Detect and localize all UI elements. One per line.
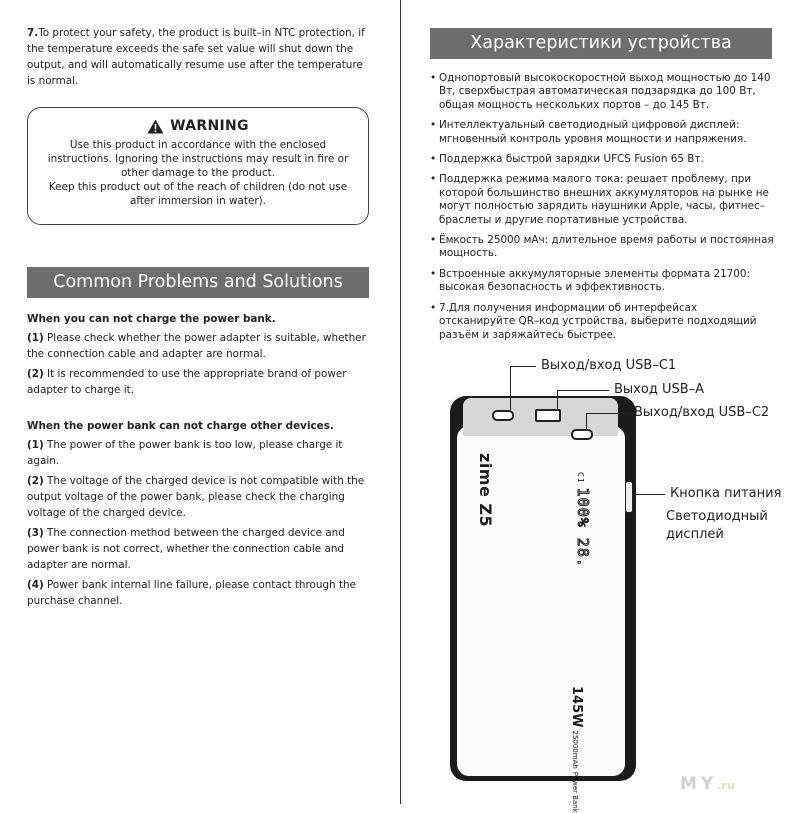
- paragraph-text: To protect your safety, the product is built–in NTC protection, if the temperature exceeds the safe set value will shut down the output, and will automatically resume use after the temperature is normal.: [27, 27, 365, 87]
- page-divider: [400, 0, 401, 804]
- callout-power-button: Кнопка питания: [670, 486, 782, 501]
- item-number: (2): [27, 368, 44, 380]
- problem-heading-1: When you can not charge the power bank.: [27, 313, 276, 325]
- warning-text-2: Keep this product out of the reach of children (do not use after immersion in water).: [48, 181, 348, 207]
- item-number: (2): [27, 475, 44, 487]
- problems-list: [27, 311, 369, 613]
- warning-triangle-icon: [147, 119, 164, 134]
- item-text: The connection method between the charged device and power bank is not correct, whether the connection cable and adapter are normal.: [27, 527, 345, 571]
- item-text: Power bank internal line failure, please contact through the purchase channel.: [27, 579, 356, 607]
- led-readout: 100% 28.: [574, 487, 592, 568]
- feature-item: • Поддержка режима малого тока: решает проблему, при которой большинство внешних аккумуляторов на рынке не могут полностью зарядить наушники Apple, часы, фитнес–браслеты и другие портативные устройства.: [430, 173, 775, 227]
- item-text: It is recommended to use the appropriate brand of power adapter to charge it.: [27, 368, 347, 396]
- watermark-text: MY: [680, 774, 718, 794]
- callout-line-c1: [510, 366, 511, 410]
- callout-led-line2: дисплей: [666, 527, 724, 542]
- watermark-suffix: .ru: [717, 779, 735, 792]
- power-button-icon: [625, 481, 633, 513]
- watermark: [680, 774, 735, 794]
- list-item: [27, 473, 369, 521]
- feature-item: • Однопортовый высокоскоростной выход мощностью до 140 Вт, сверхбыстрая автоматическая подзарядка до 100 Вт, общая мощность нескольких портов – до 145 Вт.: [430, 72, 775, 112]
- warning-label: WARNING: [170, 118, 249, 134]
- section-title-problems: Common Problems and Solutions: [27, 267, 369, 298]
- callout-usb-a: Выход USB–A: [614, 382, 705, 397]
- led-small: C1: [576, 472, 585, 484]
- callout-line-c2: [586, 413, 587, 429]
- callout-usb-c2: Выход/вход USB–C2: [634, 405, 770, 420]
- problem-heading-2: When the power bank can not charge other devices.: [27, 420, 334, 432]
- callout-line-a: [557, 390, 609, 391]
- item-number: (4): [27, 579, 44, 591]
- callout-line-c2: [586, 413, 629, 414]
- usb-a-port-icon: [535, 409, 561, 422]
- item-text: Please check whether the power adapter is suitable, whether the connection cable and adapter are normal.: [27, 332, 366, 360]
- usb-c2-port-icon: [571, 429, 593, 440]
- item-number: (1): [27, 332, 44, 344]
- callout-line-power: [632, 494, 665, 495]
- protection-paragraph: [27, 25, 369, 89]
- features-list: [430, 72, 775, 349]
- feature-item: • Ёмкость 25000 мАч: длительное время работы и постоянная мощность.: [430, 234, 775, 261]
- wattage-label: [569, 686, 584, 813]
- wattage-value: 145W: [569, 686, 584, 728]
- list-item: [27, 437, 369, 469]
- led-display: [574, 472, 592, 568]
- callout-usb-c1: Выход/вход USB–C1: [541, 358, 677, 373]
- list-item: [27, 330, 369, 362]
- capacity-line-2: Power Bank: [571, 771, 579, 813]
- feature-item: • Поддержка быстрой зарядки UFCS Fusion 65 Вт.: [430, 153, 775, 166]
- paragraph-number: 7.: [27, 27, 39, 39]
- list-item: [27, 577, 369, 609]
- callout-line-a: [557, 390, 558, 410]
- brand-logo: zime Z5: [476, 453, 495, 528]
- list-item: [27, 525, 369, 573]
- list-item: [27, 366, 369, 398]
- usb-c1-port-icon: [492, 410, 514, 421]
- warning-box: [27, 107, 369, 225]
- item-text: The power of the power bank is too low, please charge it again.: [27, 439, 343, 467]
- callout-led-line1: Светодиодный: [666, 509, 768, 524]
- callout-line-c1: [510, 366, 536, 367]
- feature-item: • Встроенные аккумуляторные элементы формата 21700: высокая безопасность и эффективность.: [430, 268, 775, 295]
- feature-item: • Интеллектуальный светодиодный цифровой дисплей: мгновенный контроль уровня мощности и напряжения.: [430, 119, 775, 146]
- feature-item: • 7.Для получения информации об интерфейсах отсканируйте QR–код устройства, выберите подходящий разъём и заряжайтесь быстрее.: [430, 302, 775, 342]
- warning-text-1: Use this product in accordance with the enclosed instructions. Ignoring the instructions may result in fire or other damage to the product.: [47, 139, 349, 179]
- warning-title: [28, 118, 368, 134]
- capacity-line-1: 25000mAh: [571, 730, 579, 769]
- item-text: The voltage of the charged device is not compatible with the output voltage of the power bank, please check the charging voltage of the charged device.: [27, 475, 365, 519]
- item-number: (1): [27, 439, 44, 451]
- section-title-features: Характеристики устройства: [430, 28, 772, 59]
- item-number: (3): [27, 527, 44, 539]
